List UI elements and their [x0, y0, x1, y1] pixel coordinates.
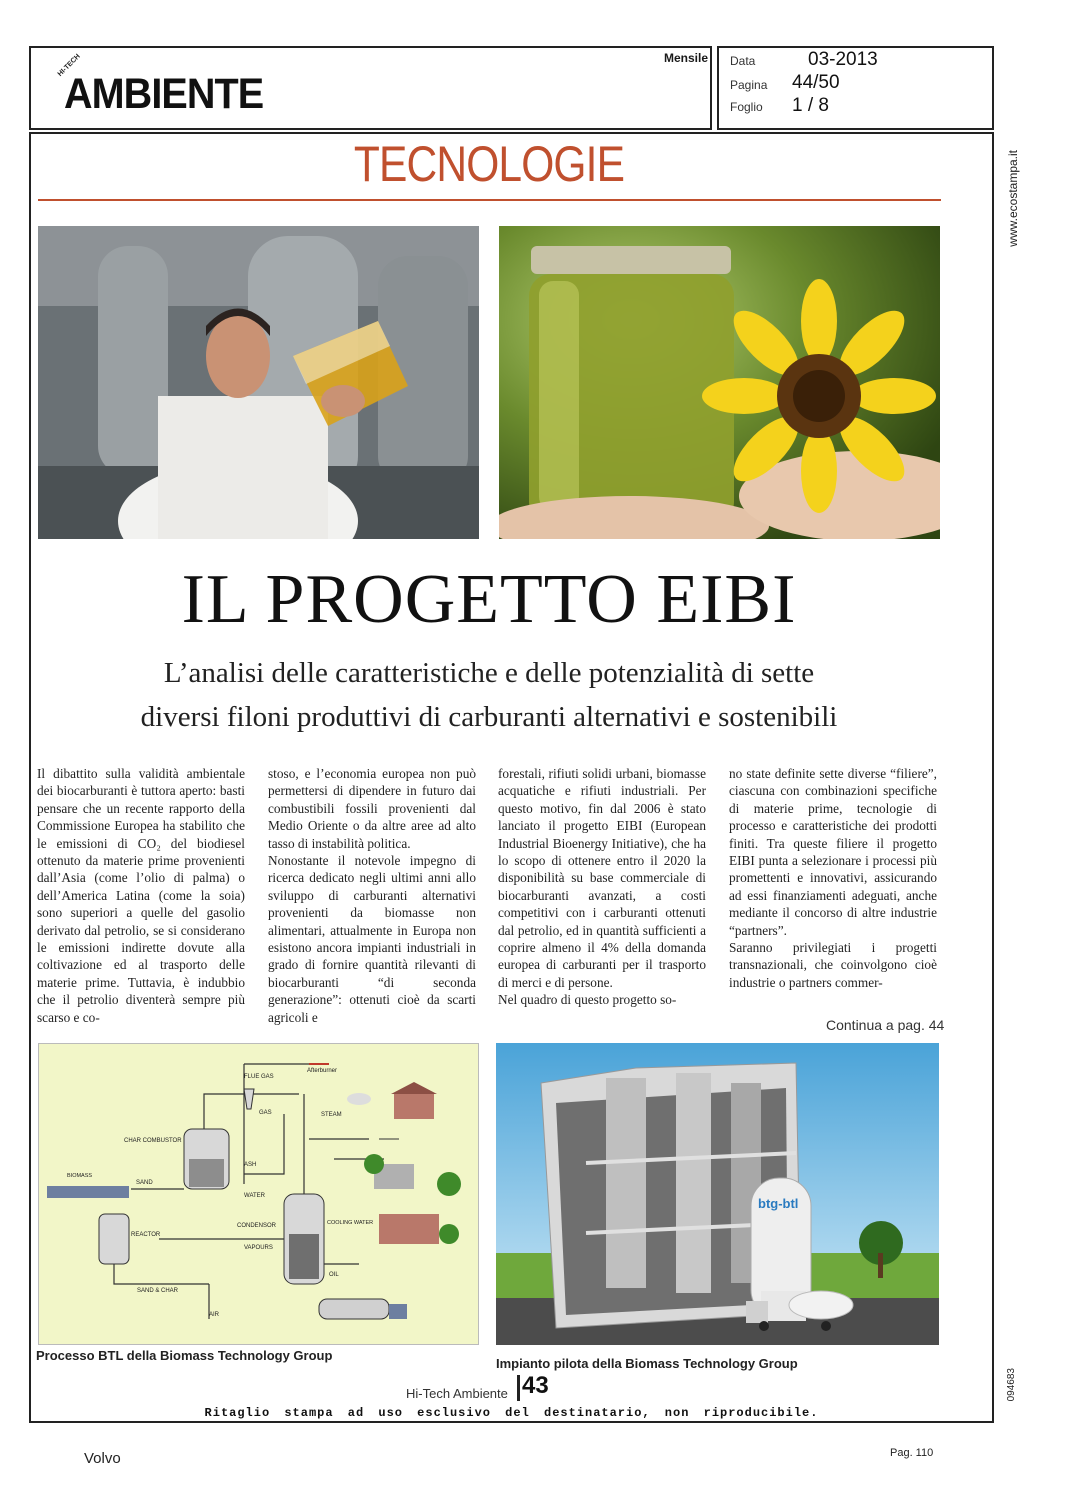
- label-air: AIR: [209, 1312, 220, 1318]
- label-steam: STEAM: [321, 1112, 342, 1118]
- label-reactor: REACTOR: [131, 1232, 161, 1238]
- clipping-notice: Ritaglio stampa ad uso esclusivo del destinatario, non riproducibile.: [204, 1406, 819, 1420]
- label-condensor: CONDENSOR: [237, 1223, 277, 1229]
- magazine-logo: AMBIENTE: [64, 70, 264, 118]
- article-column-3: forestali, rifiuti solidi urbani, biomasse acquatiche e rifiuti industriali. Per questo motivo, fin dal 2006 è stato lanciato il progetto EIBI (European Industrial Bioenergy Initiative), che ha lo scopo di ottenere entro il 2020 la disponibilità su base commerciale di biocarburanti avanzati, a costi competitivi con i carburanti ottenuti dal petrolio, ed in quantità sufficienti a coprire almeno il 4% della domanda europea di carburanti per il trasporto di merci e di persone. Nel quadro di questo progetto so-: [498, 766, 706, 1008]
- label-oil: OIL: [329, 1272, 339, 1278]
- caption-plant: Impianto pilota della Biomass Technology Group: [496, 1356, 798, 1371]
- label-flue-gas: FLUE GAS: [244, 1074, 274, 1080]
- label-gas: GAS: [259, 1110, 272, 1116]
- sheet-value: 1 / 8: [792, 95, 829, 116]
- article-column-4: no state definite sette diverse “filiere”, ciascuna con combinazioni specifiche di materie prime, tecnologie di processo e caratteristiche dei prodotti finiti. Tra queste filiere il progetto EIBI punta a selezionare i processi più promettenti e innovativi, assicurando ad essi finanziamenti adeguati, anche mediante il concorso di altre industrie “partners”. Saranno privilegiati i progetti transnazionali, che coinvolgono cioè industrie o partners commer-: [729, 766, 937, 990]
- article-column-2: stoso, e l’economia europea non può permettersi di dipendere in futuro dai combustibili fossili provenienti dal Medio Oriente o da altre aree ad alto tasso di instabilità politica. Nonostante il notevole impegno di ricerca dedicato negli ultimi anni allo sviluppo di carburanti alternativi provenienti da biomasse non alimentari, attualmente in Europa non esistono ancora impianti industriali in grado di fornire quantità rilevanti di biocarburanti “di seconda generazione”: ottenuti cioè da scarti agricoli e: [268, 766, 476, 1025]
- sheet-label: Foglio: [730, 100, 763, 114]
- photo-scientist: [38, 226, 479, 539]
- side-id: 094683: [1006, 1368, 1017, 1402]
- date-label: Data: [730, 54, 756, 68]
- article-column-1: Il dibattito sulla validità ambientale dei biocarburanti è tuttora aperto: basti pensare che un recente rapporto della Commissione Europea ha stabilito che le emissioni di CO₂ del biodiesel ottenuto da materie prime provenienti dall’Asia (come l’olio di palma) o dell’America Latina (come la soia) sono superiori a quelle del gasolio derivato dal petrolio, se si considerano le emissioni indirette dovute alla coltivazione ed al trasporto delle materie prime. Tuttavia, è indubbio che il petrolio diventerà sempre più scarso e co-: [37, 766, 245, 1025]
- label-biomass: BIOMASS: [67, 1173, 93, 1179]
- label-vapours: VAPOURS: [244, 1245, 273, 1251]
- photo-sunflower-jar: [499, 226, 940, 539]
- frequency-label: Mensile: [664, 51, 709, 65]
- pilot-plant-illustration: [496, 1043, 939, 1345]
- section-title: TECNOLOGIE: [353, 136, 625, 192]
- label-water: WATER: [244, 1193, 265, 1199]
- folio-page-number: 43: [522, 1372, 549, 1399]
- date-value: 03-2013: [808, 49, 878, 70]
- label-afterburner: Afterburner: [307, 1068, 338, 1074]
- label-sand-char: SAND & CHAR: [137, 1288, 179, 1294]
- page-label: Pagina: [730, 78, 768, 92]
- folio-divider: [517, 1375, 520, 1401]
- btl-process-diagram: [38, 1043, 479, 1345]
- folio-publication: Hi-Tech Ambiente: [406, 1386, 508, 1401]
- article-headline: IL PROGETTO EIBI: [181, 561, 797, 638]
- label-cooling-water: COOLING WATER: [327, 1220, 374, 1226]
- client-name: Volvo: [84, 1450, 121, 1467]
- caption-diagram: Processo BTL della Biomass Technology Group: [36, 1348, 333, 1363]
- article-subhead-line1: L’analisi delle caratteristiche e delle potenzialità di sette: [163, 657, 815, 689]
- side-url: www.ecostampa.it: [1006, 150, 1020, 247]
- section-rule: [38, 199, 941, 201]
- label-ash: ASH: [244, 1162, 257, 1168]
- page-value: 44/50: [792, 72, 840, 93]
- label-sand: SAND: [136, 1180, 153, 1186]
- article-subhead-line2: diversi filoni produttivi di carburanti alternativi e sostenibili: [140, 701, 838, 733]
- plant-logo: btg-btl: [758, 1196, 799, 1211]
- logo-tagline: HI-TECH: [56, 52, 82, 79]
- continued-note: Continua a pag. 44: [826, 1017, 945, 1033]
- page-reference: Pag. 110: [890, 1447, 934, 1459]
- label-char-combustor: CHAR COMBUSTOR: [124, 1138, 182, 1144]
